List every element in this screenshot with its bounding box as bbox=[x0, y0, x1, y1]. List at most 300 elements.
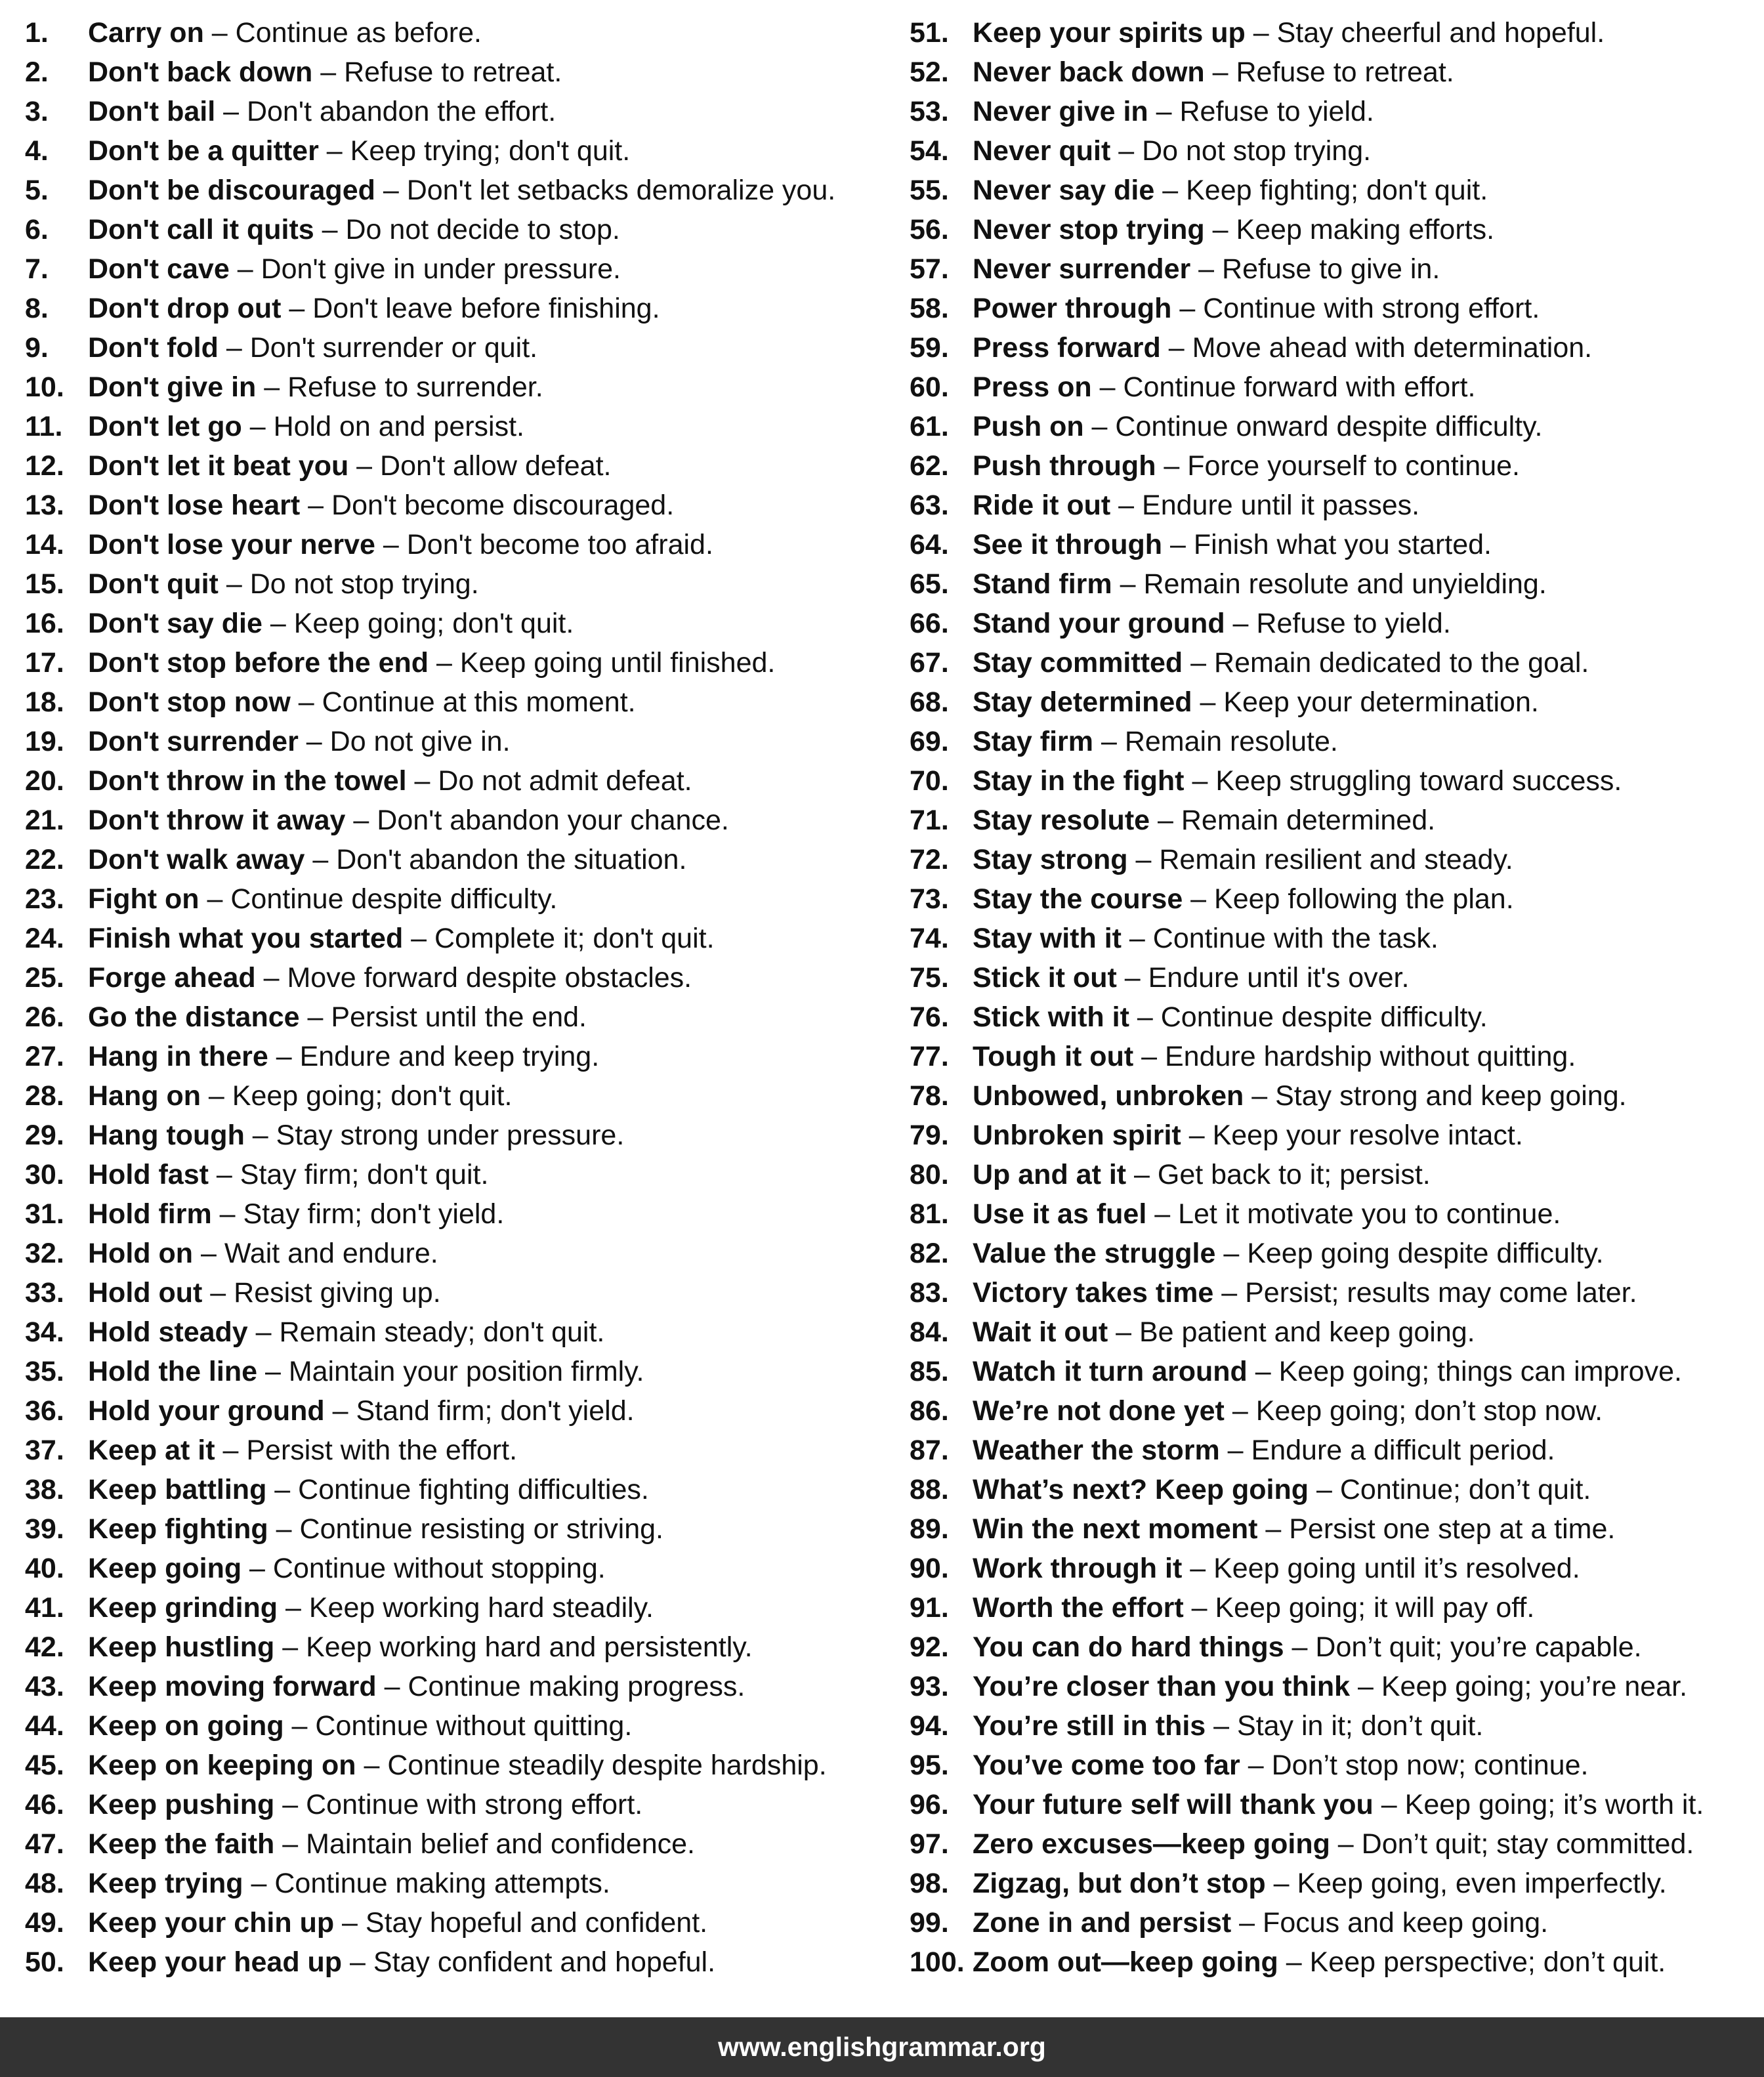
item-phrase: Don't cave bbox=[88, 253, 230, 285]
item-number: 50. bbox=[25, 1946, 64, 1978]
item-separator: – bbox=[284, 1710, 316, 1742]
item-definition: Continue making progress. bbox=[408, 1671, 746, 1702]
item-number: 9. bbox=[25, 332, 49, 364]
item-phrase: Watch it turn around bbox=[973, 1356, 1248, 1387]
item-number: 49. bbox=[25, 1907, 64, 1939]
footer-website-link[interactable]: www.englishgrammar.org bbox=[718, 2032, 1046, 2062]
item-separator: – bbox=[376, 1671, 408, 1702]
item-definition: Stay strong under pressure. bbox=[276, 1120, 625, 1151]
item-definition: Stay firm; don't yield. bbox=[243, 1198, 505, 1230]
item-phrase: Don't surrender bbox=[88, 726, 299, 757]
item-phrase: Don't throw in the towel bbox=[88, 765, 407, 797]
item-separator: – bbox=[211, 1198, 243, 1230]
item-phrase: Push on bbox=[973, 411, 1084, 442]
item-definition: Wait and endure. bbox=[224, 1238, 438, 1269]
item-number: 28. bbox=[25, 1080, 64, 1112]
item-number: 33. bbox=[25, 1277, 64, 1309]
item-definition: Keep going; it will pay off. bbox=[1215, 1592, 1535, 1624]
item-phrase: Press on bbox=[973, 371, 1092, 403]
item-phrase: Zone in and persist bbox=[973, 1907, 1232, 1939]
item-separator: – bbox=[266, 1474, 299, 1505]
item-definition: Do not admit defeat. bbox=[438, 765, 692, 797]
item-number: 74. bbox=[910, 923, 949, 954]
list-item bbox=[25, 643, 891, 682]
item-separator: – bbox=[356, 1750, 388, 1781]
item-definition: Continue onward despite difficulty. bbox=[1115, 411, 1543, 442]
item-number: 75. bbox=[910, 962, 949, 994]
list-item bbox=[910, 958, 1756, 997]
item-phrase: Go the distance bbox=[88, 1001, 300, 1033]
item-definition: Continue at this moment. bbox=[322, 686, 636, 718]
item-definition: Continue steadily despite hardship. bbox=[387, 1750, 827, 1781]
item-number: 14. bbox=[25, 529, 64, 560]
list-item bbox=[910, 1549, 1756, 1588]
item-definition: Refuse to retreat. bbox=[344, 56, 562, 88]
item-number: 69. bbox=[910, 726, 949, 757]
item-phrase: Keep fighting bbox=[88, 1513, 268, 1545]
item-number: 21. bbox=[25, 805, 64, 836]
item-number: 65. bbox=[910, 568, 949, 600]
item-separator: – bbox=[1160, 332, 1192, 364]
item-separator: – bbox=[1240, 1750, 1272, 1781]
list-item bbox=[25, 1273, 891, 1312]
item-number: 38. bbox=[25, 1474, 64, 1505]
item-definition: Refuse to surrender. bbox=[287, 371, 543, 403]
item-phrase: Keep at it bbox=[88, 1435, 215, 1466]
item-separator: – bbox=[1093, 726, 1125, 757]
item-phrase: Keep pushing bbox=[88, 1789, 275, 1820]
item-definition: Continue with strong effort. bbox=[1203, 293, 1540, 324]
item-number: 79. bbox=[910, 1120, 949, 1151]
item-number: 45. bbox=[25, 1750, 64, 1781]
item-phrase: Unbroken spirit bbox=[973, 1120, 1181, 1151]
item-phrase: Never back down bbox=[973, 56, 1205, 88]
item-definition: Maintain your position firmly. bbox=[288, 1356, 644, 1387]
item-phrase: Weather the storm bbox=[973, 1435, 1220, 1466]
list-item bbox=[25, 1194, 891, 1234]
item-phrase: Forge ahead bbox=[88, 962, 256, 994]
item-definition: Focus and keep going. bbox=[1263, 1907, 1549, 1939]
item-phrase: Use it as fuel bbox=[973, 1198, 1147, 1230]
item-number: 2. bbox=[25, 56, 49, 88]
list-item bbox=[25, 1824, 891, 1864]
list-item bbox=[910, 131, 1756, 171]
item-phrase: Hold your ground bbox=[88, 1395, 325, 1427]
item-phrase: Stay committed bbox=[973, 647, 1183, 679]
item-separator: – bbox=[1182, 1553, 1214, 1584]
item-definition: Do not give in. bbox=[329, 726, 511, 757]
item-separator: – bbox=[1083, 411, 1116, 442]
item-phrase: Hold the line bbox=[88, 1356, 257, 1387]
list-item bbox=[910, 564, 1756, 604]
item-definition: Continue resisting or striving. bbox=[299, 1513, 663, 1545]
list-item bbox=[25, 1746, 891, 1785]
item-phrase: Stay determined bbox=[973, 686, 1192, 718]
item-separator: – bbox=[1219, 1435, 1251, 1466]
item-separator: – bbox=[229, 253, 261, 285]
item-phrase: Stick it out bbox=[973, 962, 1117, 994]
item-phrase: Stay firm bbox=[973, 726, 1094, 757]
list-item bbox=[25, 1076, 891, 1116]
item-phrase: Fight on bbox=[88, 883, 200, 915]
item-phrase: Don't fold bbox=[88, 332, 219, 364]
item-phrase: Never quit bbox=[973, 135, 1111, 167]
item-definition: Keep going until it’s resolved. bbox=[1213, 1553, 1580, 1584]
list-item bbox=[910, 1352, 1756, 1391]
item-phrase: Don't stop before the end bbox=[88, 647, 429, 679]
item-separator: – bbox=[268, 1513, 300, 1545]
item-number: 80. bbox=[910, 1159, 949, 1190]
item-number: 91. bbox=[910, 1592, 949, 1624]
item-definition: Hold on and persist. bbox=[273, 411, 525, 442]
item-definition: Stay hopeful and confident. bbox=[365, 1907, 708, 1939]
list-item bbox=[910, 1864, 1756, 1903]
item-definition: Resist giving up. bbox=[234, 1277, 441, 1309]
item-number: 40. bbox=[25, 1553, 64, 1584]
item-number: 62. bbox=[910, 450, 949, 482]
item-definition: Remain resolute. bbox=[1124, 726, 1338, 757]
item-separator: – bbox=[247, 1316, 280, 1348]
item-separator: – bbox=[1162, 529, 1194, 560]
list-item bbox=[910, 249, 1756, 289]
item-definition: Refuse to retreat. bbox=[1236, 56, 1454, 88]
item-phrase: Keep the faith bbox=[88, 1828, 275, 1860]
item-phrase: Don't say die bbox=[88, 608, 262, 639]
list-item bbox=[910, 1706, 1756, 1746]
item-number: 81. bbox=[910, 1198, 949, 1230]
item-phrase: Up and at it bbox=[973, 1159, 1127, 1190]
item-separator: – bbox=[242, 411, 274, 442]
item-definition: Maintain belief and confidence. bbox=[306, 1828, 695, 1860]
list-item bbox=[910, 92, 1756, 131]
item-number: 35. bbox=[25, 1356, 64, 1387]
item-definition: Don't let setbacks demoralize you. bbox=[406, 175, 836, 206]
list-item bbox=[25, 761, 891, 801]
item-phrase: Keep your chin up bbox=[88, 1907, 335, 1939]
item-separator: – bbox=[334, 1907, 366, 1939]
item-number: 8. bbox=[25, 293, 49, 324]
list-item bbox=[25, 1155, 891, 1194]
item-phrase: Hang on bbox=[88, 1080, 201, 1112]
list-item bbox=[25, 407, 891, 446]
item-phrase: Hold out bbox=[88, 1277, 203, 1309]
item-separator: – bbox=[403, 923, 435, 954]
item-definition: Do not decide to stop. bbox=[345, 214, 620, 245]
item-separator: – bbox=[312, 56, 345, 88]
item-phrase: Zoom out—keep going bbox=[973, 1946, 1278, 1978]
item-number: 58. bbox=[910, 293, 949, 324]
list-item bbox=[25, 997, 891, 1037]
item-number: 29. bbox=[25, 1120, 64, 1151]
list-item bbox=[910, 840, 1756, 879]
item-separator: – bbox=[375, 529, 407, 560]
item-phrase: You’re still in this bbox=[973, 1710, 1206, 1742]
list-item bbox=[910, 1234, 1756, 1273]
item-separator: – bbox=[1116, 962, 1148, 994]
item-separator: – bbox=[218, 332, 250, 364]
item-phrase: Victory takes time bbox=[973, 1277, 1214, 1309]
item-phrase: Don't call it quits bbox=[88, 214, 314, 245]
item-definition: Don't leave before finishing. bbox=[312, 293, 660, 324]
item-phrase: Never surrender bbox=[973, 253, 1191, 285]
item-definition: Continue making attempts. bbox=[274, 1868, 610, 1899]
item-definition: Keep going; things can improve. bbox=[1278, 1356, 1682, 1387]
item-separator: – bbox=[1206, 1710, 1238, 1742]
item-definition: Finish what you started. bbox=[1193, 529, 1492, 560]
item-phrase: You’re closer than you think bbox=[973, 1671, 1351, 1702]
item-separator: – bbox=[193, 1238, 224, 1269]
item-number: 99. bbox=[910, 1907, 949, 1939]
item-definition: Endure until it passes. bbox=[1142, 490, 1420, 521]
item-phrase: Stand firm bbox=[973, 568, 1112, 600]
item-separator: – bbox=[1181, 1120, 1213, 1151]
item-number: 32. bbox=[25, 1238, 64, 1269]
item-number: 56. bbox=[910, 214, 949, 245]
item-phrase: Don't let go bbox=[88, 411, 242, 442]
item-number: 76. bbox=[910, 1001, 949, 1033]
item-definition: Complete it; don't quit. bbox=[434, 923, 715, 954]
list-item bbox=[910, 328, 1756, 367]
item-separator: – bbox=[1112, 568, 1144, 600]
item-phrase: You can do hard things bbox=[973, 1631, 1284, 1663]
item-separator: – bbox=[1215, 1238, 1248, 1269]
item-phrase: Unbowed, unbroken bbox=[973, 1080, 1244, 1112]
item-separator: – bbox=[1247, 1356, 1279, 1387]
item-separator: – bbox=[257, 1356, 289, 1387]
item-number: 68. bbox=[910, 686, 949, 718]
item-separator: – bbox=[1133, 1041, 1165, 1072]
item-phrase: Keep battling bbox=[88, 1474, 267, 1505]
item-phrase: Don't lose heart bbox=[88, 490, 301, 521]
list-item bbox=[910, 1312, 1756, 1352]
item-definition: Continue despite difficulty. bbox=[1160, 1001, 1488, 1033]
list-item bbox=[25, 604, 891, 643]
item-definition: Keep making efforts. bbox=[1236, 214, 1495, 245]
item-separator: – bbox=[1244, 1080, 1276, 1112]
item-definition: Keep going, even imperfectly. bbox=[1297, 1868, 1667, 1899]
item-phrase: Don't lose your nerve bbox=[88, 529, 375, 560]
item-number: 19. bbox=[25, 726, 64, 757]
item-number: 22. bbox=[25, 844, 64, 875]
item-separator: – bbox=[342, 1946, 373, 1978]
list-item bbox=[910, 1116, 1756, 1155]
item-number: 10. bbox=[25, 371, 64, 403]
item-separator: – bbox=[255, 962, 287, 994]
item-phrase: Work through it bbox=[973, 1553, 1183, 1584]
item-phrase: Don't bail bbox=[88, 96, 216, 127]
item-number: 15. bbox=[25, 568, 64, 600]
item-definition: Keep going; don't quit. bbox=[293, 608, 574, 639]
item-separator: – bbox=[1127, 844, 1160, 875]
item-definition: Continue forward with effort. bbox=[1123, 371, 1476, 403]
list-item bbox=[25, 840, 891, 879]
item-phrase: Stay strong bbox=[973, 844, 1128, 875]
item-definition: Don't become too afraid. bbox=[406, 529, 713, 560]
item-phrase: Don't walk away bbox=[88, 844, 305, 875]
item-definition: Keep working hard steadily. bbox=[308, 1592, 654, 1624]
item-definition: Do not stop trying. bbox=[249, 568, 479, 600]
item-definition: Be patient and keep going. bbox=[1139, 1316, 1475, 1348]
list-item bbox=[910, 1470, 1756, 1509]
item-separator: – bbox=[298, 726, 330, 757]
item-phrase: Hang in there bbox=[88, 1041, 268, 1072]
item-phrase: Hold steady bbox=[88, 1316, 248, 1348]
item-separator: – bbox=[1190, 253, 1223, 285]
item-number: 67. bbox=[910, 647, 949, 679]
item-definition: Stay firm; don't quit. bbox=[240, 1159, 489, 1190]
item-phrase: Keep your head up bbox=[88, 1946, 343, 1978]
item-separator: – bbox=[1204, 56, 1236, 88]
item-number: 53. bbox=[910, 96, 949, 127]
list-item bbox=[910, 801, 1756, 840]
item-separator: – bbox=[1110, 490, 1143, 521]
item-number: 6. bbox=[25, 214, 49, 245]
item-separator: – bbox=[1171, 293, 1204, 324]
list-item bbox=[25, 1312, 891, 1352]
item-phrase: Don't throw it away bbox=[88, 805, 346, 836]
item-phrase: Keep trying bbox=[88, 1868, 243, 1899]
item-definition: Move forward despite obstacles. bbox=[287, 962, 692, 994]
item-number: 73. bbox=[910, 883, 949, 915]
item-phrase: Don't give in bbox=[88, 371, 257, 403]
item-definition: Keep going; it’s worth it. bbox=[1404, 1789, 1704, 1820]
list-item bbox=[910, 1746, 1756, 1785]
list-item bbox=[910, 367, 1756, 407]
list-item bbox=[25, 1509, 891, 1549]
list-item bbox=[25, 801, 891, 840]
list-item bbox=[25, 1706, 891, 1746]
list-item bbox=[25, 486, 891, 525]
item-separator: – bbox=[1192, 686, 1224, 718]
list-item bbox=[910, 1588, 1756, 1627]
item-definition: Remain determined. bbox=[1181, 805, 1436, 836]
item-number: 82. bbox=[910, 1238, 949, 1269]
item-phrase: Wait it out bbox=[973, 1316, 1108, 1348]
list-item bbox=[25, 1037, 891, 1076]
item-phrase: Ride it out bbox=[973, 490, 1111, 521]
item-definition: Keep going; don't quit. bbox=[232, 1080, 513, 1112]
item-separator: – bbox=[200, 1080, 232, 1112]
item-definition: Keep working hard and persistently. bbox=[306, 1631, 753, 1663]
item-definition: Continue despite difficulty. bbox=[230, 883, 558, 915]
item-number: 48. bbox=[25, 1868, 64, 1899]
item-separator: – bbox=[1146, 1198, 1179, 1230]
item-phrase: Stick with it bbox=[973, 1001, 1129, 1033]
item-number: 61. bbox=[910, 411, 949, 442]
item-separator: – bbox=[202, 1277, 234, 1309]
item-phrase: Keep going bbox=[88, 1553, 242, 1584]
item-definition: Keep going until finished. bbox=[459, 647, 776, 679]
item-separator: – bbox=[300, 490, 332, 521]
item-number: 44. bbox=[25, 1710, 64, 1742]
item-separator: – bbox=[1231, 1907, 1263, 1939]
list-item bbox=[25, 1549, 891, 1588]
item-separator: – bbox=[1245, 17, 1277, 49]
item-number: 89. bbox=[910, 1513, 949, 1545]
item-phrase: Hold firm bbox=[88, 1198, 212, 1230]
phrase-list-left bbox=[25, 13, 891, 1982]
list-item bbox=[910, 1076, 1756, 1116]
list-item bbox=[25, 1785, 891, 1824]
item-number: 63. bbox=[910, 490, 949, 521]
list-item bbox=[910, 1037, 1756, 1076]
item-phrase: We’re not done yet bbox=[973, 1395, 1225, 1427]
item-separator: – bbox=[1284, 1631, 1316, 1663]
list-item bbox=[25, 1116, 891, 1155]
item-separator: – bbox=[274, 1789, 306, 1820]
list-item bbox=[25, 919, 891, 958]
item-definition: Don't surrender or quit. bbox=[249, 332, 538, 364]
item-number: 88. bbox=[910, 1474, 949, 1505]
item-definition: Don't abandon your chance. bbox=[377, 805, 729, 836]
item-definition: Don’t quit; stay committed. bbox=[1361, 1828, 1694, 1860]
item-definition: Don't allow defeat. bbox=[380, 450, 612, 482]
item-separator: – bbox=[262, 608, 294, 639]
item-definition: Stay strong and keep going. bbox=[1275, 1080, 1627, 1112]
item-separator: – bbox=[1129, 1001, 1161, 1033]
item-number: 36. bbox=[25, 1395, 64, 1427]
item-phrase: Stay resolute bbox=[973, 805, 1150, 836]
item-number: 57. bbox=[910, 253, 949, 285]
item-definition: Endure until it's over. bbox=[1148, 962, 1410, 994]
list-item bbox=[25, 328, 891, 367]
item-definition: Continue with strong effort. bbox=[306, 1789, 643, 1820]
list-item bbox=[25, 171, 891, 210]
item-definition: Get back to it; persist. bbox=[1157, 1159, 1431, 1190]
list-item bbox=[910, 1155, 1756, 1194]
item-separator: – bbox=[345, 805, 377, 836]
item-number: 47. bbox=[25, 1828, 64, 1860]
item-phrase: Your future self will thank you bbox=[973, 1789, 1374, 1820]
list-item bbox=[25, 879, 891, 919]
item-number: 43. bbox=[25, 1671, 64, 1702]
item-definition: Keep going despite difficulty. bbox=[1247, 1238, 1604, 1269]
item-number: 46. bbox=[25, 1789, 64, 1820]
item-number: 70. bbox=[910, 765, 949, 797]
item-separator: – bbox=[215, 96, 247, 127]
list-item bbox=[910, 722, 1756, 761]
item-definition: Keep going; you’re near. bbox=[1381, 1671, 1688, 1702]
item-number: 90. bbox=[910, 1553, 949, 1584]
item-separator: – bbox=[218, 568, 250, 600]
list-item bbox=[25, 210, 891, 249]
item-phrase: You’ve come too far bbox=[973, 1750, 1240, 1781]
list-item bbox=[910, 289, 1756, 328]
item-number: 66. bbox=[910, 608, 949, 639]
list-item bbox=[910, 1194, 1756, 1234]
item-number: 39. bbox=[25, 1513, 64, 1545]
item-definition: Keep your determination. bbox=[1223, 686, 1539, 718]
item-number: 26. bbox=[25, 1001, 64, 1033]
item-definition: Keep trying; don't quit. bbox=[350, 135, 631, 167]
item-number: 94. bbox=[910, 1710, 949, 1742]
list-item bbox=[910, 1431, 1756, 1470]
item-separator: – bbox=[1126, 1159, 1158, 1190]
item-separator: – bbox=[1373, 1789, 1405, 1820]
item-number: 93. bbox=[910, 1671, 949, 1702]
item-definition: Continue fighting difficulties. bbox=[298, 1474, 649, 1505]
item-number: 18. bbox=[25, 686, 64, 718]
item-separator: – bbox=[1148, 96, 1180, 127]
list-item bbox=[25, 249, 891, 289]
list-item bbox=[910, 643, 1756, 682]
item-definition: Don't abandon the situation. bbox=[336, 844, 687, 875]
item-separator: – bbox=[1108, 1316, 1139, 1348]
item-phrase: What’s next? Keep going bbox=[973, 1474, 1309, 1505]
item-phrase: Value the struggle bbox=[973, 1238, 1216, 1269]
item-separator: – bbox=[1121, 923, 1153, 954]
item-separator: – bbox=[314, 214, 346, 245]
